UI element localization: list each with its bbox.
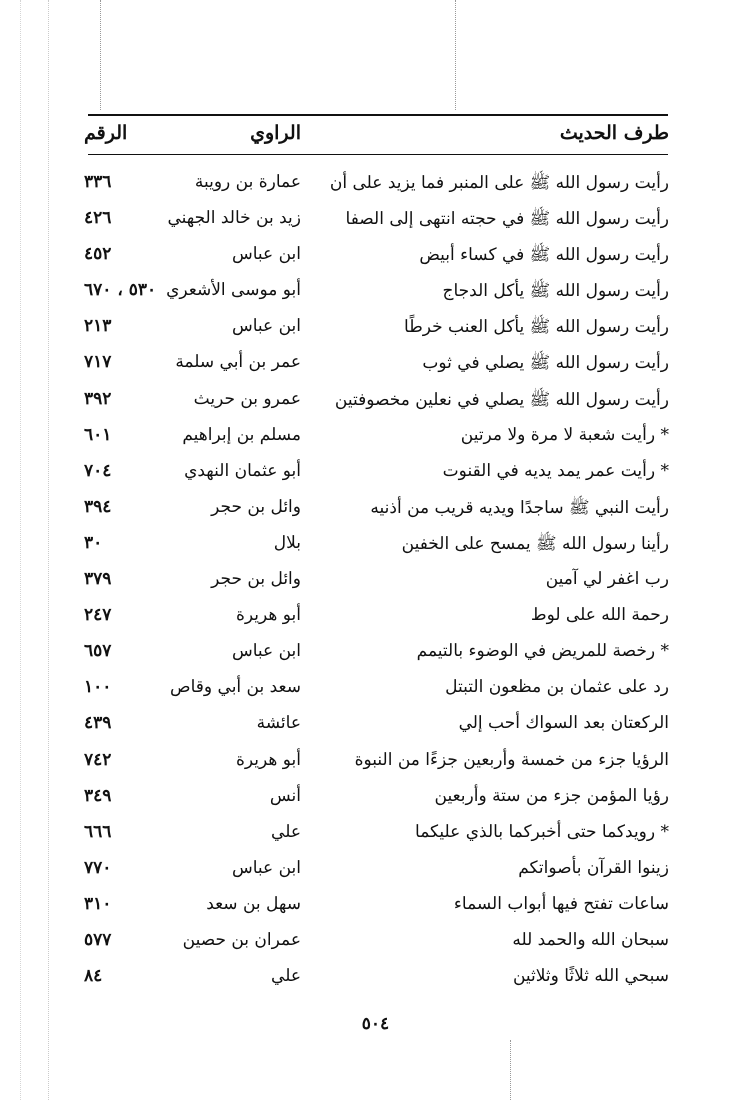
hadith-text: الركعتان بعد السواك أحب إلي [458,713,669,734]
narrator-name: عمر بن أبي سلمة [175,352,301,373]
narrator-name: علي [271,966,301,987]
table-row [0,529,751,565]
top-rule [88,114,668,116]
hadith-number: ١٠٠ [84,677,112,698]
hadith-number: ٧٧٠ [84,857,112,878]
hadith-text: * رويدكما حتى أخبركما بالذي عليكما [415,821,669,842]
index-table [0,168,751,998]
header-hadith: طرف الحديث [559,122,669,144]
narrator-name: سعد بن أبي وقاص [170,677,301,698]
hadith-text: رأيت رسول الله ﷺ يصلي في نعلين مخصوفتين [334,389,669,410]
hadith-number: ٣٤٩ [84,785,112,806]
narrator-name: أبو موسى الأشعري [166,280,301,301]
narrator-name: بلال [273,532,301,553]
narrator-name: أبو هريرة [235,605,301,626]
hadith-number: ٧٠٤ [84,460,112,481]
hadith-text: رأيت رسول الله ﷺ يصلي في ثوب [422,353,669,374]
hadith-text: سبحي الله ثلاثًا وثلاثين [512,966,669,987]
hadith-text: * رخصة للمريض في الوضوء بالتيمم [416,641,669,662]
narrator-name: علي [271,821,301,842]
hadith-number: ٣١٠ [84,893,112,914]
hadith-text: ساعات تفتح فيها أبواب السماء [453,893,669,914]
narrator-name: وائل بن حجر [211,496,301,517]
narrator-name: عمرو بن حريث [193,388,301,409]
hadith-number: ٣٧٩ [84,569,112,590]
narrator-name: عائشة [256,713,301,734]
hadith-text: رؤيا المؤمن جزء من ستة وأربعين [434,785,669,806]
table-row [0,421,751,457]
table-row [0,204,751,240]
narrator-name: أنس [269,785,301,806]
hadith-number: ٣٩٤ [84,496,112,517]
narrator-name: أبو هريرة [235,749,301,770]
hadith-number: ٤٢٦ [84,208,112,229]
table-row [0,276,751,312]
hadith-number: ٤٥٢ [84,244,112,265]
hadith-text: زينوا القرآن بأصواتكم [518,857,669,878]
hadith-number: ٧٤٢ [84,749,112,770]
table-row [0,637,751,673]
hadith-text: رأيت رسول الله ﷺ يأكل الدجاج [442,281,669,302]
table-row [0,457,751,493]
table-row [0,782,751,818]
header-narrator: الراوي [250,122,301,144]
scan-artifact-line [455,0,456,110]
narrator-name: ابن عباس [231,244,301,265]
table-row [0,746,751,782]
table-row [0,854,751,890]
hadith-text: رأيت النبي ﷺ ساجدًا ويديه قريب من أذنيه [370,497,669,518]
hadith-text: رأيت رسول الله ﷺ يأكل العنب خرطًا [404,317,669,338]
hadith-number: ٨٤ [84,966,103,987]
narrator-name: وائل بن حجر [211,569,301,590]
table-row [0,493,751,529]
table-row [0,565,751,601]
table-row [0,926,751,962]
table-row [0,312,751,348]
narrator-name: عمران بن حصين [182,929,301,950]
hadith-number: ٥٣٠ ، ٦٧٠ [84,280,157,301]
table-row [0,168,751,204]
table-row [0,962,751,998]
hadith-text: رحمة الله على لوط [530,605,669,626]
narrator-name: زيد بن خالد الجهني [167,208,301,229]
table-row [0,890,751,926]
hadith-number: ٥٧٧ [84,929,112,950]
scan-artifact-line [510,1040,511,1100]
hadith-number: ٦٥٧ [84,641,112,662]
narrator-name: ابن عباس [231,641,301,662]
hadith-text: رب اغفر لي آمين [545,569,669,590]
hadith-number: ٦٠١ [84,424,112,445]
hadith-text: * رأيت عمر يمد يديه في القنوت [442,460,669,481]
hadith-text: رأيت رسول الله ﷺ في حجته انتهى إلى الصفا [345,209,669,230]
hadith-text: * رأيت شعبة لا مرة ولا مرتين [460,424,669,445]
table-row [0,673,751,709]
page-number: ٥٠٤ [361,1014,390,1034]
narrator-name: أبو عثمان النهدي [184,460,301,481]
scan-artifact-line [100,0,101,110]
header-number: الرقم [84,122,128,144]
narrator-name: ابن عباس [231,316,301,337]
narrator-name: ابن عباس [231,857,301,878]
narrator-name: مسلم بن إبراهيم [182,424,301,445]
hadith-text: رأيت رسول الله ﷺ في كساء أبيض [419,245,669,266]
hadith-number: ٧١٧ [84,352,112,373]
hadith-text: رد على عثمان بن مظعون التبتل [445,677,669,698]
narrator-name: عمارة بن رويبة [194,172,301,192]
table-row [0,240,751,276]
table-row [0,709,751,745]
hadith-number: ٤٣٩ [84,713,112,734]
header-rule [88,154,668,155]
hadith-text: رأينا رسول الله ﷺ يمسح على الخفين [401,533,669,554]
hadith-text: الرؤيا جزء من خمسة وأربعين جزءًا من النبوة [354,749,669,770]
table-row [0,601,751,637]
narrator-name: سهل بن سعد [206,893,301,914]
hadith-number: ٣٣٦ [84,172,112,192]
hadith-number: ٦٦٦ [84,821,112,842]
hadith-text: رأيت رسول الله ﷺ على المنبر فما يزيد على أن [329,173,669,193]
hadith-number: ٣٠ [84,532,103,553]
table-row [0,348,751,384]
table-row [0,385,751,421]
hadith-number: ٢١٣ [84,316,112,337]
hadith-number: ٢٤٧ [84,605,112,626]
hadith-text: سبحان الله والحمد لله [512,929,669,950]
table-row [0,818,751,854]
hadith-number: ٣٩٢ [84,388,112,409]
